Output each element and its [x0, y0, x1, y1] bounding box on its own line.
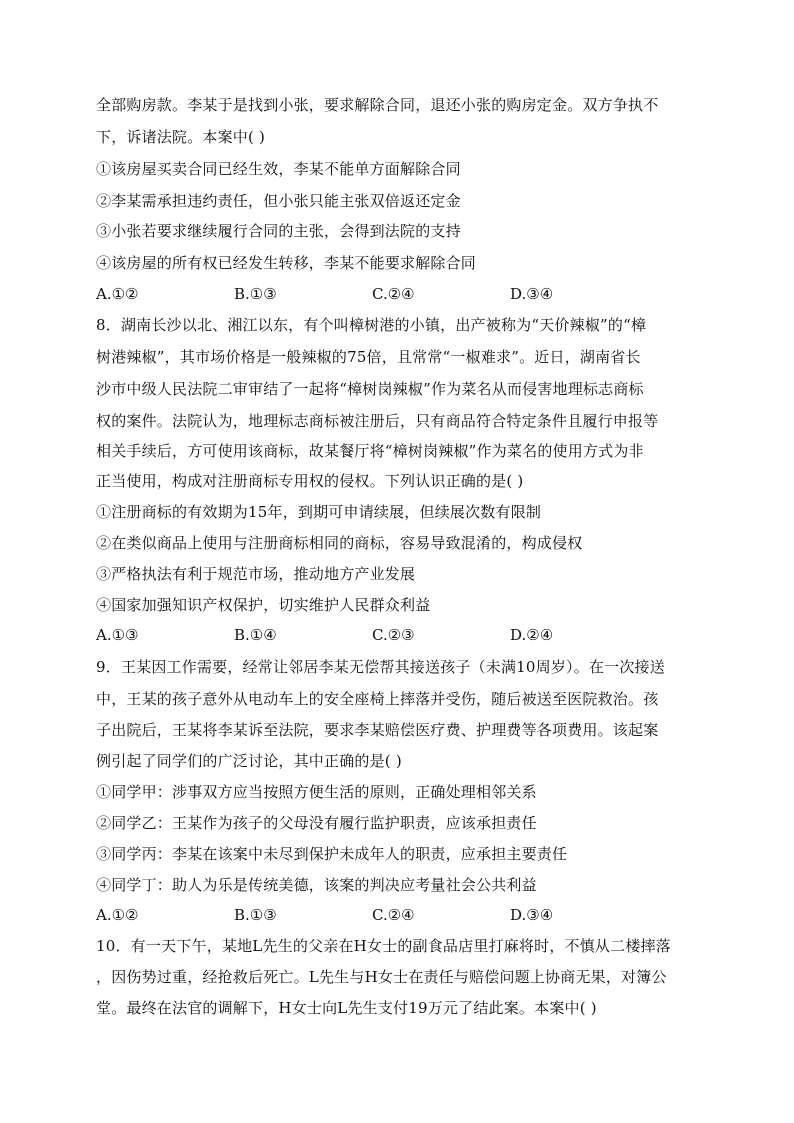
q8-stem-line-1: 8．湖南长沙以北、湘江以东，有个叫樟树港的小镇，出产被称为“天价辣椒”的“樟 — [96, 316, 647, 334]
q9-stem-line-1: 9．王某因工作需要，经常让邻居李某无偿帮其接送孩子（未满10周岁）。在一次接送 — [96, 658, 665, 676]
q9-options — [96, 904, 706, 926]
q10-stem-line-1: 10．有一天下午，某地L先生的父亲在H女士的副食品店里打麻将时，不慎从二楼摔落 — [96, 937, 671, 955]
q9-option-d: D.③④ — [510, 906, 554, 924]
q8-stem-line-2: 树港辣椒”，其市场价格是一般辣椒的75倍，且常常“一椒难求”。近日，湖南省长 — [96, 348, 641, 366]
q7-statement-1: ①该房屋买卖合同已经生效，李某不能单方面解除合同 — [96, 160, 461, 178]
q8-stem-line-4: 权的案件。法院认为，地理标志商标被注册后，只有商品符合特定条件且履行申报等 — [96, 412, 659, 430]
q8-option-d: D.②④ — [510, 626, 554, 644]
q8-option-c: C.②③ — [372, 626, 415, 644]
q7-option-c: C.②④ — [372, 285, 415, 303]
q8-statement-1: ①注册商标的有效期为15年，到期可申请续展，但续展次数有限制 — [96, 503, 542, 521]
q7-option-b: B.①③ — [234, 285, 277, 303]
q8-options — [96, 624, 706, 646]
q7-statement-3: ③小张若要求继续履行合同的主张，会得到法院的支持 — [96, 222, 461, 240]
q7-stem-line-1: 全部购房款。李某于是找到小张，要求解除合同，退还小张的购房定金。双方争执不 — [96, 96, 659, 114]
q8-statement-3: ③严格执法有利于规范市场，推动地方产业发展 — [96, 565, 416, 583]
q10-stem-line-2: ，因伤势过重，经抢救后死亡。L先生与H女士在责任与赔偿问题上协商无果，对簿公 — [96, 968, 667, 986]
q7-statement-2: ②李某需承担违约责任，但小张只能主张双倍返还定金 — [96, 192, 461, 210]
q9-stem-line-4: 例引起了同学们的广泛讨论，其中正确的是( ) — [96, 752, 402, 770]
q9-option-a: A.①② — [96, 906, 139, 924]
q8-stem-line-3: 沙市中级人民法院二审审结了一起将“樟树岗辣椒”作为菜名从而侵害地理标志商标 — [96, 380, 644, 398]
q7-statement-4: ④该房屋的所有权已经发生转移，李某不能要求解除合同 — [96, 254, 477, 272]
q7-option-a: A.①② — [96, 285, 139, 303]
q8-statement-2: ②在类似商品上使用与注册商标相同的商标，容易导致混淆的，构成侵权 — [96, 534, 583, 552]
q8-statement-4: ④国家加强知识产权保护，切实维护人民群众利益 — [96, 596, 431, 614]
q9-option-c: C.②④ — [372, 906, 415, 924]
q7-stem-line-2: 下，诉诸法院。本案中( ) — [96, 128, 266, 146]
q8-stem-line-5: 相关手续后，方可使用该商标，故某餐厅将“樟树岗辣椒”作为菜名的使用方式为非 — [96, 442, 644, 460]
q8-stem-line-6: 正当使用，构成对注册商标专用权的侵权。下列认识正确的是( ) — [96, 472, 524, 490]
q9-stem-line-3: 子出院后，王某将李某诉至法院，要求李某赔偿医疗费、护理费等各项费用。该起案 — [96, 721, 659, 739]
q7-options — [96, 283, 706, 305]
q8-option-b: B.①④ — [234, 626, 277, 644]
q9-statement-4: ④同学丁：助人为乐是传统美德，该案的判决应考量社会公共利益 — [96, 876, 537, 894]
q9-stem-line-2: 中，王某的孩子意外从电动车上的安全座椅上摔落并受伤，随后被送至医院救治。孩 — [96, 690, 659, 708]
q9-statement-1: ①同学甲：涉事双方应当按照方便生活的原则，正确处理相邻关系 — [96, 783, 537, 801]
q10-stem-line-3: 堂。最终在法官的调解下，H女士向L先生支付19万元了结此案。本案中( ) — [96, 999, 597, 1017]
q8-option-a: A.①③ — [96, 626, 139, 644]
q9-statement-2: ②同学乙：王某作为孩子的父母没有履行监护职责，应该承担责任 — [96, 814, 537, 832]
q7-option-d: D.③④ — [510, 285, 554, 303]
q9-statement-3: ③同学丙：李某在该案中未尽到保护未成年人的职责，应承担主要责任 — [96, 845, 568, 863]
q9-option-b: B.①③ — [234, 906, 277, 924]
